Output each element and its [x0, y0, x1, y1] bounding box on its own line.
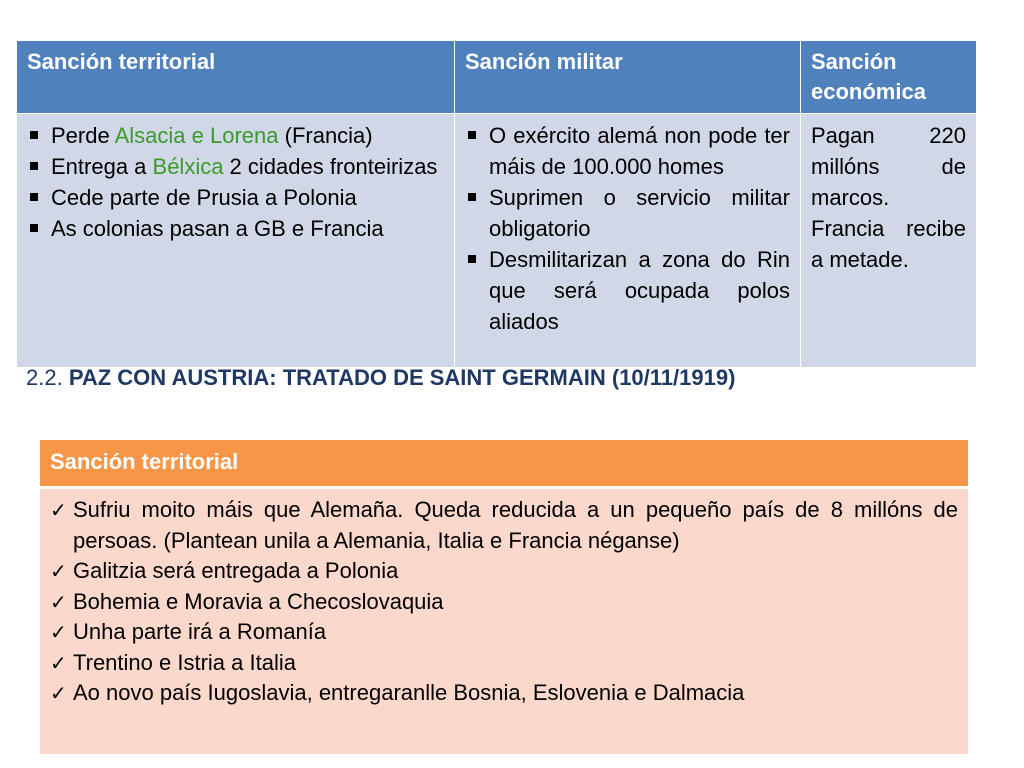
section-title: PAZ CON AUSTRIA: TRATADO DE SAINT GERMAIN (10/11/1919) — [68, 365, 736, 390]
list-item: ✓ Ao novo país Iugoslavia, entregaranlle Bosnia, Eslovenia e Dalmacia — [50, 678, 958, 709]
list-item: ✓ Sufriu moito máis que Alemaña. Queda reducida a un pequeño país de 8 millóns de persoas. (Plantean unila a Alemania, Italia e Francia néganse) — [50, 495, 958, 556]
list-item: O exército alemá non pode ter máis de 100.000 homes — [465, 120, 790, 182]
economic-cell — [801, 114, 977, 368]
header-territorial: Sanción territorial — [17, 41, 455, 114]
header-military: Sanción militar — [455, 41, 801, 114]
economic-text: Francia recibe a metade. — [811, 216, 966, 272]
highlight-text: Bélxica — [152, 154, 224, 179]
list-item: Perde Alsacia e Lorena (Francia) — [27, 120, 444, 151]
list-item: Suprimen o servicio militar obligatorio — [465, 182, 790, 244]
list-item: Entrega a Bélxica 2 cidades fronteirizas — [27, 151, 444, 182]
list-item: ✓ Galitzia será entregada a Polonia — [50, 556, 958, 587]
versailles-sanctions-table — [16, 40, 977, 368]
list-item: ✓ Unha parte irá a Romanía — [50, 617, 958, 648]
list-item: ✓ Trentino e Istria a Italia — [50, 648, 958, 679]
header-territorial-austria: Sanción territorial — [40, 440, 968, 486]
economic-text: Pagan 220 millóns de marcos. — [811, 123, 966, 210]
table-row — [17, 114, 977, 368]
list-item: Desmilitarizan a zona do Rin que será ocupada polos aliados — [465, 244, 790, 337]
military-list — [465, 120, 790, 337]
section-number: 2.2. — [26, 365, 69, 390]
military-cell — [455, 114, 801, 368]
territorial-list — [27, 120, 444, 244]
section-heading — [26, 364, 735, 392]
austria-list — [50, 495, 958, 709]
austria-territorial-cell — [40, 489, 968, 754]
highlight-text: Alsacia e Lorena — [114, 123, 279, 148]
header-economic: Sanción económica — [801, 41, 977, 114]
list-item: Cede parte de Prusia a Polonia — [27, 182, 444, 213]
saint-germain-sanctions-table — [40, 440, 968, 754]
list-item: ✓ Bohemia e Moravia a Checoslovaquia — [50, 587, 958, 618]
list-item: As colonias pasan a GB e Francia — [27, 213, 444, 244]
table-header-row — [17, 41, 977, 114]
territorial-cell — [17, 114, 455, 368]
